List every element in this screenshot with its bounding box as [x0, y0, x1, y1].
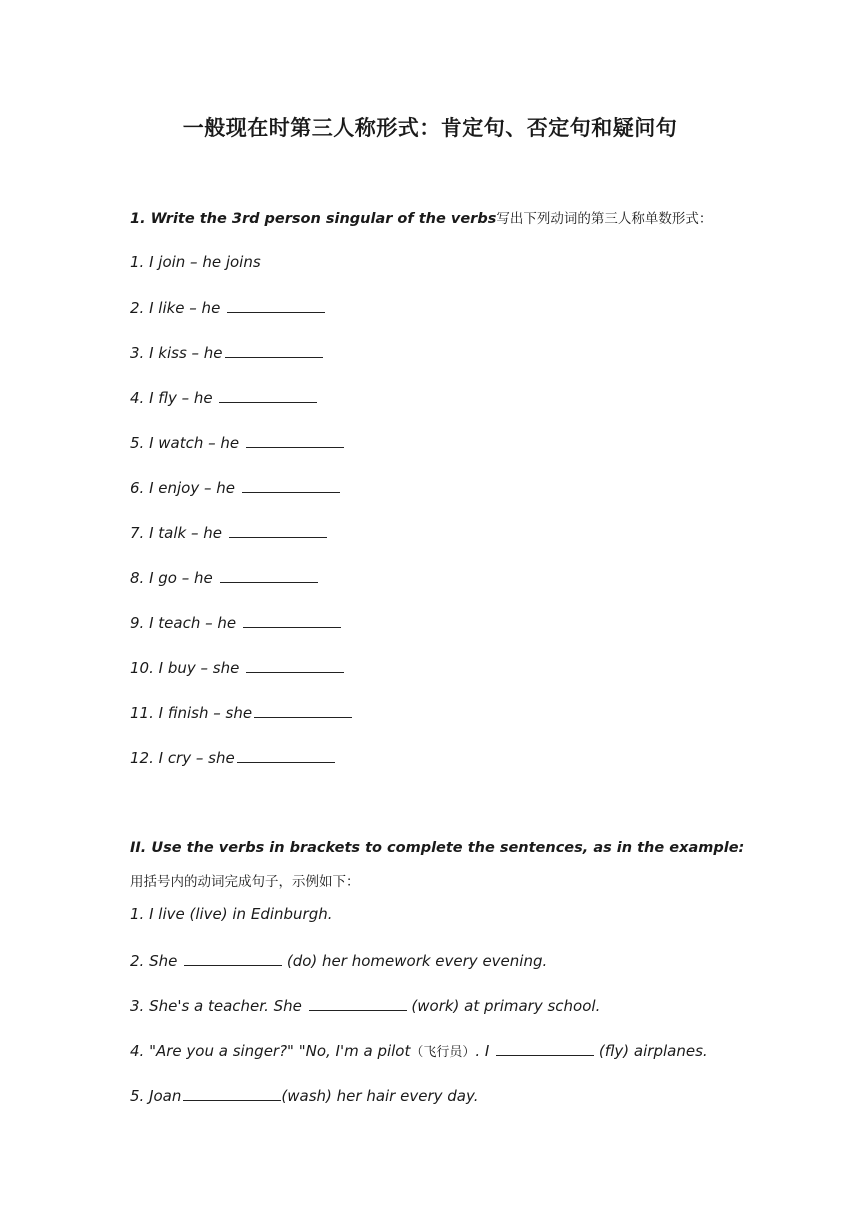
section2-item-5 [130, 1086, 478, 1105]
item-text: 12. I cry – she [130, 749, 235, 767]
answer-blank[interactable] [246, 433, 344, 448]
section1-item [130, 748, 335, 767]
item-text: (wash) her hair every day. [281, 1087, 479, 1105]
section1-heading-zh: 写出下列动词的第三人称单数形式： [496, 211, 713, 227]
section1-item [130, 658, 344, 677]
section2-heading-en: II. Use the verbs in brackets to complete the sentences, as in the example: [130, 840, 745, 856]
section1-item [130, 253, 261, 271]
answer-blank[interactable] [225, 343, 323, 358]
item-text: 9. I teach – he [130, 614, 241, 632]
item-text: 7. I talk – he [130, 524, 227, 542]
item-text: 2. I like – he [130, 299, 226, 317]
item-text: . I [475, 1042, 495, 1060]
page-title: 一般现在时第三人称形式：肯定句、否定句和疑问句 [182, 115, 678, 140]
answer-blank[interactable] [183, 1086, 281, 1101]
section2-heading [130, 831, 745, 899]
item-text: (fly) airplanes. [594, 1042, 708, 1060]
item-text: (work) at primary school. [406, 997, 601, 1015]
answer-blank[interactable] [243, 613, 341, 628]
section1-item [130, 703, 352, 722]
section1-item [130, 568, 318, 587]
item-text: 4. "Are you a singer?" "No, I'm a pilot [130, 1042, 411, 1060]
answer-blank[interactable] [246, 658, 344, 673]
section1-heading-en: 1. Write the 3rd person singular of the verbs [130, 211, 497, 227]
answer-blank[interactable] [229, 523, 327, 538]
answer-blank[interactable] [227, 298, 325, 313]
answer-blank[interactable] [242, 478, 340, 493]
section1-item [130, 478, 340, 497]
answer-blank[interactable] [220, 568, 318, 583]
section2-item-3 [130, 996, 600, 1015]
section1-heading [130, 207, 712, 227]
item-text: 11. I finish – she [130, 704, 253, 722]
item-text: 4. I fly – he [130, 389, 218, 407]
item-text: 3. She's a teacher. She [130, 997, 307, 1015]
item-text: 8. I go – he [130, 569, 218, 587]
section1-item [130, 613, 341, 632]
answer-blank[interactable] [309, 996, 407, 1011]
item-text: 1. I join – he joins [130, 253, 261, 271]
item-text: 6. I enjoy – he [130, 479, 240, 497]
answer-blank[interactable] [237, 748, 335, 763]
section1-item [130, 388, 317, 407]
item-text: 5. I watch – he [130, 434, 244, 452]
answer-blank[interactable] [496, 1041, 594, 1056]
answer-blank[interactable] [254, 703, 352, 718]
section1-item [130, 523, 327, 542]
item-text: 5. Joan [130, 1087, 182, 1105]
item-text: 2. She [130, 952, 183, 970]
section1-item [130, 343, 323, 362]
section1-item [130, 433, 344, 452]
answer-blank[interactable] [184, 951, 282, 966]
item-text-zh: （飞行员） [410, 1045, 476, 1060]
answer-blank[interactable] [219, 388, 317, 403]
section2-item-4 [130, 1041, 708, 1060]
item-text: 3. I kiss – he [130, 344, 223, 362]
section2-item-2 [130, 951, 547, 970]
item-text: 10. I buy – she [130, 659, 245, 677]
section2-item-1: 1. I live (live) in Edinburgh. [130, 905, 333, 923]
section1-item [130, 298, 325, 317]
item-text: (do) her homework every evening. [282, 952, 548, 970]
section2-heading-zh: 用括号内的动词完成句子，示例如下： [130, 874, 360, 890]
